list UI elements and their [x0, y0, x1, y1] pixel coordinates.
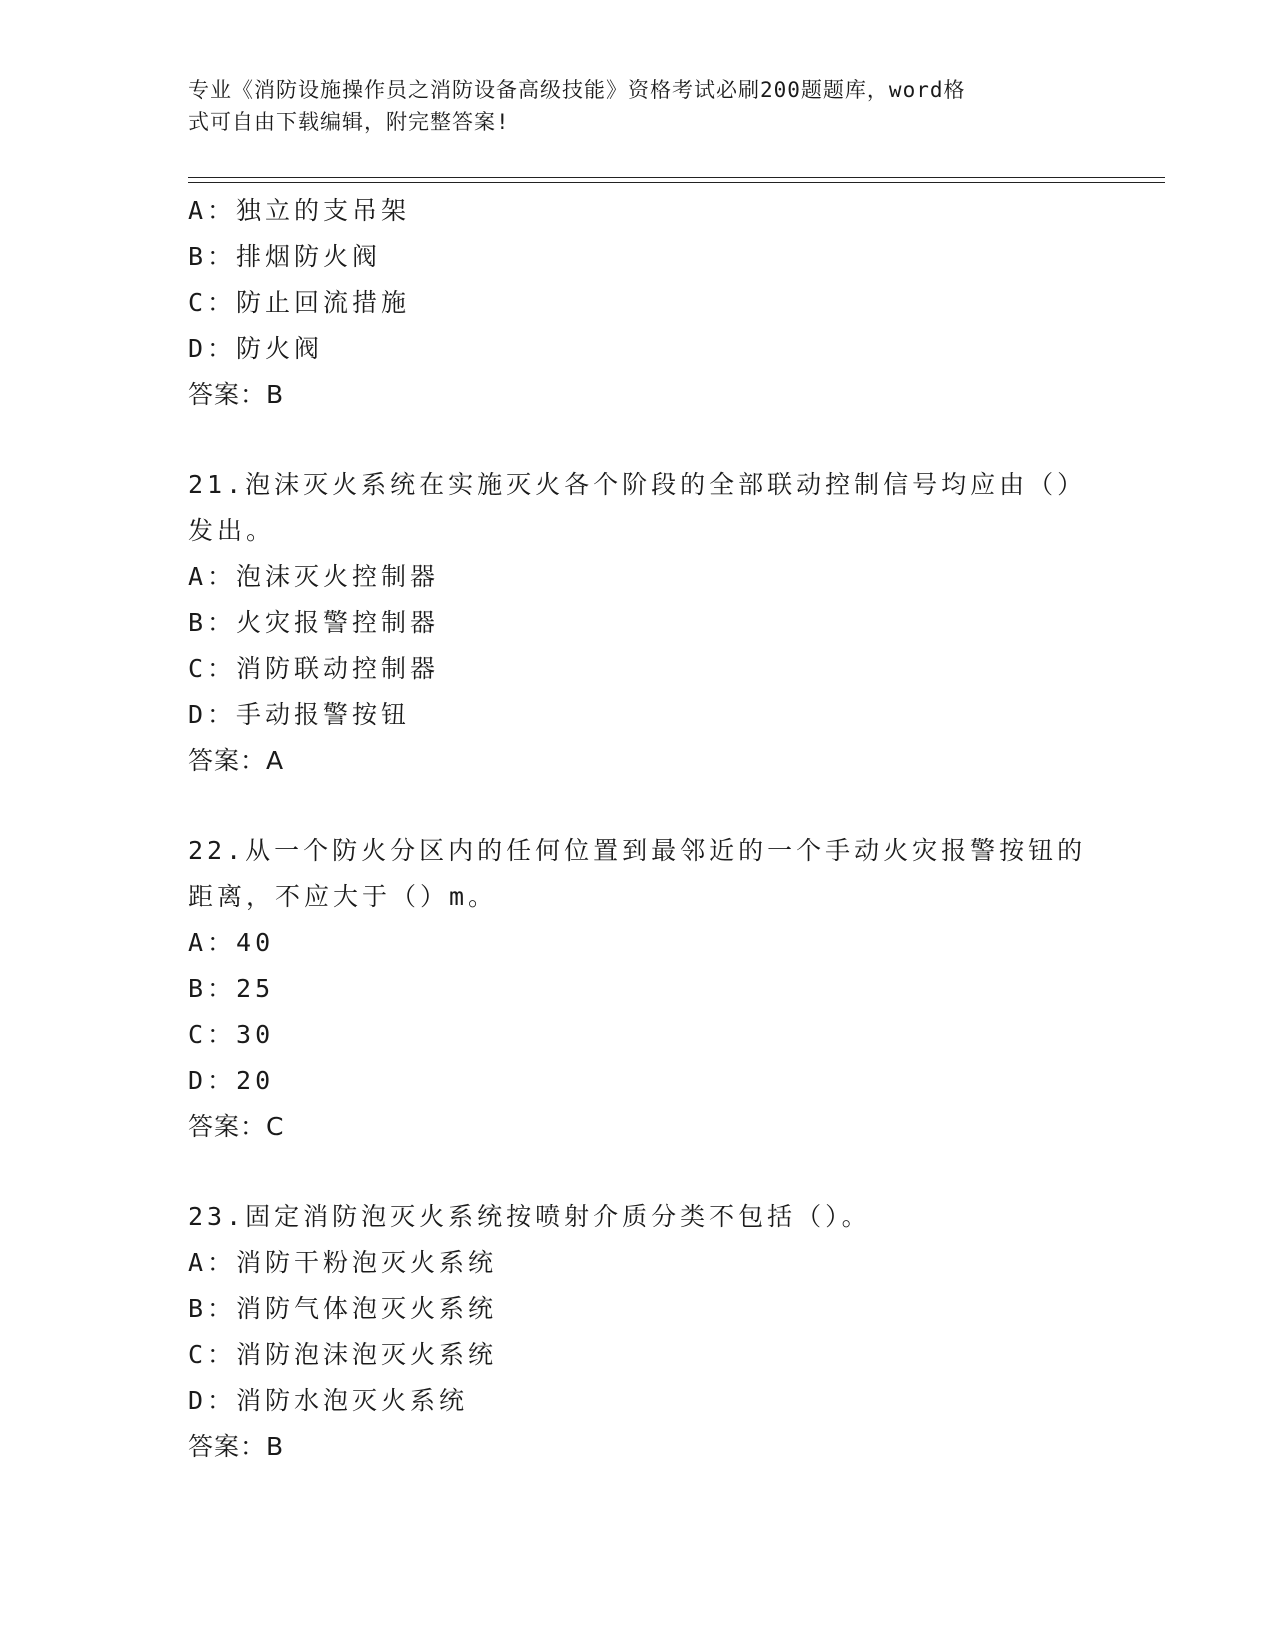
question-block-21: [188, 462, 1088, 784]
option-d: D：防火阀: [188, 334, 324, 363]
option-b: B：火灾报警控制器: [188, 608, 440, 637]
question-block-23: [188, 1194, 1088, 1470]
question-stem-line-2: 距离，不应大于（）m。: [188, 882, 498, 911]
option-c: C：防止回流措施: [188, 288, 411, 317]
question-stem-line-1: 23.固定消防泡灭火系统按喷射介质分类不包括（）。: [188, 1202, 871, 1231]
question-stem-line-1: 21.泡沫灭火系统在实施灭火各个阶段的全部联动控制信号均应由（）: [188, 470, 1087, 499]
document-header: [188, 74, 1068, 138]
question-stem: [188, 828, 1088, 920]
option-b: B：25: [188, 974, 275, 1003]
question-stem: [188, 1194, 1088, 1240]
answer-line: 答案：C: [188, 1112, 285, 1141]
option-d: D：20: [188, 1066, 275, 1095]
answer-line: 答案：B: [188, 380, 285, 409]
question-stem: [188, 462, 1088, 554]
question-list: [188, 188, 1088, 1470]
header-divider-bottom: [188, 182, 1165, 183]
option-d: D：消防水泡灭火系统: [188, 1386, 469, 1415]
question-block-22: [188, 828, 1088, 1150]
option-a: A：40: [188, 928, 275, 957]
question-stem-line-2: 发出。: [188, 516, 276, 545]
option-d: D：手动报警按钮: [188, 700, 411, 729]
question-block-previous: [188, 188, 1088, 418]
question-stem-line-1: 22.从一个防火分区内的任何位置到最邻近的一个手动火灾报警按钮的: [188, 836, 1087, 865]
answer-line: 答案：A: [188, 746, 285, 775]
answer-line: 答案：B: [188, 1432, 285, 1461]
option-c: C：消防泡沫泡灭火系统: [188, 1340, 498, 1369]
header-divider-top: [188, 177, 1165, 178]
option-c: C：消防联动控制器: [188, 654, 440, 683]
option-a: A：消防干粉泡灭火系统: [188, 1248, 498, 1277]
header-line-1: 专业《消防设施操作员之消防设备高级技能》资格考试必刷200题题库，word格: [188, 78, 966, 102]
header-line-2: 式可自由下载编辑，附完整答案!: [188, 110, 510, 134]
option-b: B：排烟防火阀: [188, 242, 382, 271]
option-c: C：30: [188, 1020, 275, 1049]
option-b: B：消防气体泡灭火系统: [188, 1294, 498, 1323]
option-a: A：泡沫灭火控制器: [188, 562, 440, 591]
option-a: A：独立的支吊架: [188, 196, 411, 225]
